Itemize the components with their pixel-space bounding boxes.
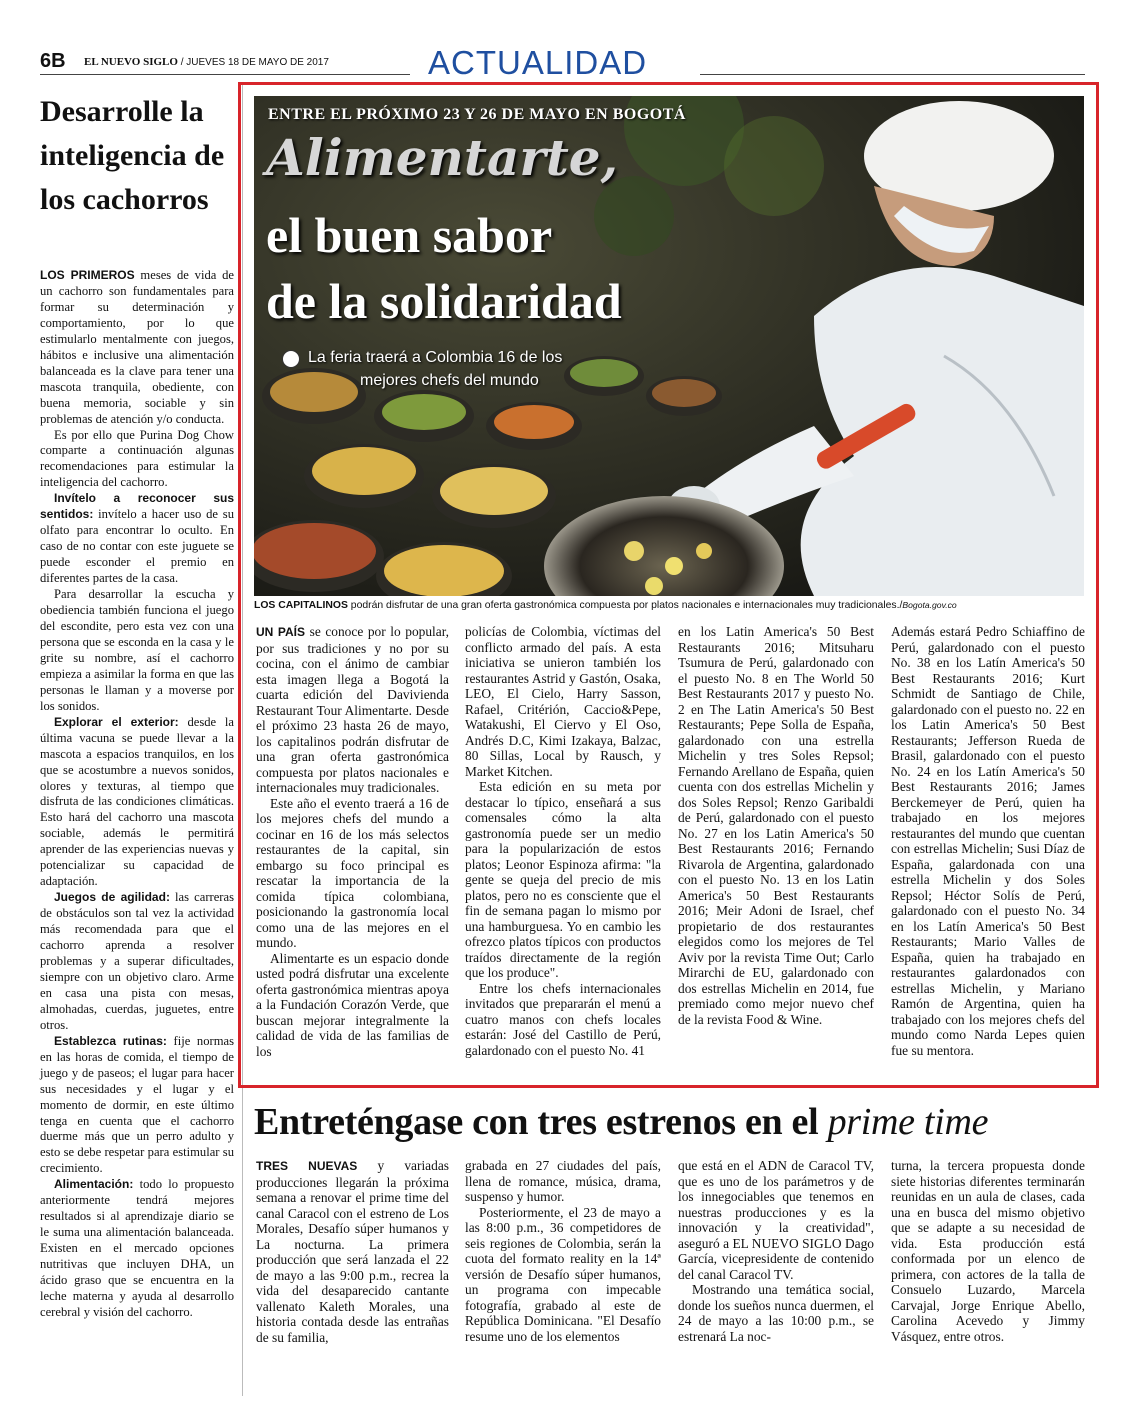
photo-credit: Bogota.gov.co [902, 600, 957, 610]
paragraph [256, 951, 449, 1060]
paragraph [465, 981, 661, 1059]
paragraph [40, 428, 234, 492]
lead-in: Establezca rutinas: [54, 1033, 167, 1048]
paragraph-text: policías de Colombia, víctimas del conflicto armado del país. A esta iniciativa se unieron también los restaurantes Astrid y Gastón, Osaka, LEO, El Cielo, Harry Sasson, Rafael, Critérión, Caccio&Pepe, Watakushi, El Ciervo y El Oso, Andrés D.C, Kimi Izakaya, Balzac, 80 Sillas, Local by Rausch, y Market Kitchen. [465, 624, 661, 779]
feature-deck [308, 346, 628, 392]
bottom-headline [254, 1100, 988, 1144]
paragraph-text: turna, la tercera propuesta donde siete historias diferentes terminarán reunidas en un aula de clases, cada una en busca del mismo objetivo que se adapte a su necesidad de vida. Esta producción está conformada por un elenco de primera, con actores de la talla de Consuelo Luzardo, Marcela Carvajal, Jorge Enrique Abello, Carolina Acevedo y Jimmy Vásquez, entre otros. [891, 1158, 1085, 1344]
paragraph-text: todo lo propuesto anteriormente tendrá mejores resultados si al aprendizaje diario se le suma una alimentación balanceada. Existen en el mercado opciones nutritivas que incluyen DHA, un ácido graso que se encuentra en la leche materna y ayuda al desarrollo cerebral y visión del cachorro. [40, 1177, 234, 1319]
paragraph-text: Esta edición en su meta por destacar lo típico, enseñará a sus comensales cómo la alta gastronomía puede ser un medio para la popularización de estos platos; Leonor Espinoza afirma: "la gente se queja del precio de mis platos, pero no es consciente que el fin de semana pagan lo mismo por una hamburguesa. Yo en cambio les ofrezco platos típicos con productos traídos directamente de la región que los produce". [465, 779, 661, 980]
bottom-headline-italic: prime time [827, 1101, 989, 1143]
paragraph-text: Mostrando una temática social, donde los sueños nunca duermen, el 24 de mayo a las 10:00 p.m., se estrenará La noc- [678, 1282, 874, 1344]
lead-in: Invítelo a reconocer sus sentidos: [40, 491, 234, 522]
paragraph [256, 796, 449, 951]
lead-in: Alimentación: [54, 1177, 134, 1192]
paragraph [465, 779, 661, 981]
paragraph [465, 1205, 661, 1345]
paragraph [891, 1158, 1085, 1344]
feature-headline-line-3: de la solidaridad [266, 273, 622, 329]
feature-column-3 [678, 624, 874, 1027]
bottom-column-1 [256, 1158, 449, 1345]
caption-text: podrán disfrutar de una gran oferta gastronómica compuesta por platos nacionales e internacionales muy tradicionales./ [347, 600, 903, 611]
paragraph-text: Es por ello que Purina Dog Chow comparte a continuación algunas recomendaciones para estimular la inteligencia del cachorro. [40, 427, 234, 490]
paragraph [40, 1034, 234, 1178]
feature-headline-line-2: el buen sabor [266, 207, 553, 263]
deck-line-2: mejores chefs del mundo [360, 372, 539, 389]
masthead-line [84, 56, 329, 68]
bullet-icon [282, 350, 300, 368]
caption-lead: LOS CAPITALINOS [254, 600, 348, 611]
feature-column-4 [891, 624, 1085, 1058]
feature-kicker: ENTRE EL PRÓXIMO 23 Y 26 DE MAYO EN BOGOTÁ [268, 106, 686, 123]
paragraph-text: en los Latin America's 50 Best Restaurants 2016; Mitsuharu Tsumura de Perú, galardonado con el puesto No. 8 en The World 50 Best Restaurants 2017 y puesto No. 2 en The Latin America's 50 Best Restaurants; Pepe Solla de España, galardonado con una estrella Michelin y tres Soles Repsol; Fernando Arellano de España, quien cuenta con dos estrellas Michelin y dos Soles Repsol; Renzo Garibaldi de Perú, galardonado con el puesto No. 27 en los Latin America's 50 Best Restaurants 2016; Fernando Rivarola de Argentina, galardonado con el puesto No. 13 en los Latin America's 50 Best Restaurants 2016; Meir Adoni de Israel, chef propietario de dos restaurantes elegidos como los mejores de Tel Aviv por la revista Time Out; Carlo Mirarchi de EU, galardonado con dos estrellas Michelin en 2014, fue premiado como mejor nuevo chef de la revista Food & Wine. [678, 624, 874, 1027]
paragraph-text: invítelo a hacer uso de su olfato para encontrar lo oculto. En caso de no contar con este juguete se puede esconder el premio en diferentes partes de la casa. [40, 507, 234, 586]
paragraph-text: grabada en 27 ciudades del país, llena de romance, música, drama, suspenso y humor. [465, 1158, 661, 1204]
feature-column-2 [465, 624, 661, 1058]
header-rule-left [40, 74, 410, 75]
header-rule-right [700, 74, 1085, 75]
paragraph [891, 624, 1085, 1058]
lead-in: LOS PRIMEROS [40, 268, 135, 282]
lead-in: UN PAÍS [256, 625, 306, 639]
paragraph-text: Alimentarte es un espacio donde usted podrá disfrutar una excelente oferta gastronómica mientras apoya a la Fundación Corazón Verde, que buscan mejorar integralmente la calidad de vida de las familias de los [256, 950, 449, 1059]
bottom-column-4 [891, 1158, 1085, 1344]
bottom-headline-text: Entreténgase con tres estrenos en el [254, 1101, 828, 1143]
paragraph [465, 1158, 661, 1205]
deck-line-1: La feria traerá a Colombia 16 de los [308, 349, 563, 366]
paragraph-text: se conoce por lo popular, por sus tradiciones y no por su cocina, con el ánimo de cambiar esta imagen llega a Bogotá la cuarta edición del Davivienda Restaurant Tour Alimentarte. Desde el próximo 23 hasta 26 de mayo, los capitalinos podrán disfrutar de una gran oferta gastronómica compuesta por platos nacionales e internacionales muy tradicionales. [256, 624, 449, 795]
issue-date: / JUEVES 18 DE MAYO DE 2017 [180, 57, 329, 68]
paper-name: EL NUEVO SIGLO [84, 56, 178, 68]
paragraph [256, 624, 449, 796]
paragraph [678, 624, 874, 1027]
paragraph-text: fije normas en las horas de comida, el tiempo de juego y de paseos; el lugar para hacer sus necesidades y el lugar y el momento de dormir, en este último tenga en cuenta que el cachorro duerme más que un perro adulto y esto se debe respetar para estimular su crecimiento. [40, 1033, 235, 1176]
paragraph [40, 890, 234, 1034]
paragraph [40, 1177, 234, 1321]
lead-in: TRES NUEVAS [256, 1159, 358, 1173]
bottom-column-2 [465, 1158, 661, 1344]
paragraph-text: desde la última vacuna se puede llevar a la mascota a espacios tranquilos, en los que se acostumbre a nuevos sonidos, olores y texturas, al tiempo que disfruta de las condiciones climáticas. Esto hará del cachorro una mascota sociable, además le permitirá aprender de las experiencias nuevas y potencializar su capacidad de adaptación. [40, 714, 234, 889]
section-title: ACTUALIDAD [428, 44, 648, 81]
paragraph [678, 1282, 874, 1344]
feature-headline-line-1: Alimentarte, [266, 128, 619, 187]
paragraph-text: Este año el evento traerá a 16 de los mejores chefs del mundo a cocinar en 16 de los más selectos restaurantes de la capital, sin embargo su foco principal es rescatar la importancia de la comida típica colombiana, posicionando la gastronomía local como una de las mejores en el mundo. [256, 795, 449, 950]
photo-caption [254, 600, 1084, 611]
paragraph-text: Entre los chefs internacionales invitados que prepararán el menú a cuatro manos con chefs locales estarán: José del Castillo de Perú, galardonado con el puesto No. 41 [465, 980, 661, 1058]
lead-in: Explorar el exterior: [54, 714, 179, 729]
sidebar-body [40, 268, 234, 1321]
page-number: 6B [40, 50, 66, 72]
paragraph-text: y variadas producciones llegarán la próxima semana a renovar el prime time del canal Caracol con el estreno de Los Morales, Desafío súper humanos y La nocturna. La primera producción que será lanzada el 22 de mayo a las 9:00 p.m., recrea la vida del desaparecido cantante vallenato Kaleth Morales, una historia contada desde las entrañas de su familia, [256, 1158, 449, 1345]
paragraph-text: Para desarrollar la escucha y obediencia también funciona el juego del escondite, pero esta vez con una persona que se esconda en la casa y le grite su nombre, así el cachorro empieza a asimilar la forma en que las personas le llaman y a moverse por los sonidos. [40, 587, 234, 713]
feature-column-1 [256, 624, 449, 1059]
paragraph [40, 715, 234, 890]
paragraph-text: Además estará Pedro Schiaffino de Perú, galardonado con el puesto No. 38 en los Latín America's 50 Best Restaurants 2016; Kurt Schmidt de Santiago de Chile, galardonado con el puesto no. 22 en los Latin America's 50 Best Restaurants; Jefferson Rueda de Brasil, galardonado con el puesto No. 24 en los Latín America's 50 Best Restaurants 2016; James Berckemeyer de Perú, quien ha trabajado en los mejores restaurantes del mundo que cuentan con estrellas Michelin; Susi Díaz de España, galardonada con una estrella Michelin y dos Soles Repsol; Héctor Solís de Perú, galardonado con el puesto No. 34 en los Latín America's 50 Best Restaurants; Mario Valles de España, quien ha trabajado en restaurantes galardonados con estrellas Michelin, y Mariano Ramón de Argentina, quien ha trabajado con los mejores chefs del mundo como Narda Lepes quien fue su mentora. [891, 624, 1085, 1058]
paragraph-text: Posteriormente, el 23 de mayo a las 8:00 p.m., 36 competidores de seis regiones de Colombia, serán la cuota del formato reality en la 14ª versión de Desafío súper humanos, un programa con impecable fotografía, grabado al este de República Dominicana. "El Desafío resume uno de los elementos [465, 1204, 661, 1344]
paragraph [256, 1158, 449, 1345]
paragraph-text: las carreras de obstáculos son tal vez la actividad más recomendada para que el cachorro aprenda a resolver problemas y a superar dificultades, siempre con un objetivo claro. Arme en casa una pista con mesas, almohadas, cuerdas, juguetes, entre otros. [40, 890, 234, 1032]
sidebar-headline: Desarrolle la inteligencia de los cachorros [40, 95, 225, 216]
bottom-column-3 [678, 1158, 874, 1344]
lead-in: Juegos de agilidad: [54, 890, 170, 905]
paragraph [678, 1158, 874, 1282]
paragraph-text: que está en el ADN de Caracol TV, que es uno de los parámetros y de los innegociables que tenemos en nuestras producciones y es la innovación y la creatividad", aseguró a EL NUEVO SIGLO Dago García, vicepresidente de contenido del canal Caracol TV. [678, 1158, 874, 1282]
paragraph-text: meses de vida de un cachorro son fundamentales para formar su determinación y comportamiento, por lo que estimularlo mentalmente con juegos, hábitos e inclusive una alimentación balanceada es la clave para tener una mascota tranquila, obediente, con buena memoria, sociable y sin problemas de atención y/o conducta. [40, 268, 235, 426]
paragraph [40, 491, 234, 587]
paragraph [465, 624, 661, 779]
paragraph [40, 268, 234, 428]
paragraph [40, 587, 234, 715]
